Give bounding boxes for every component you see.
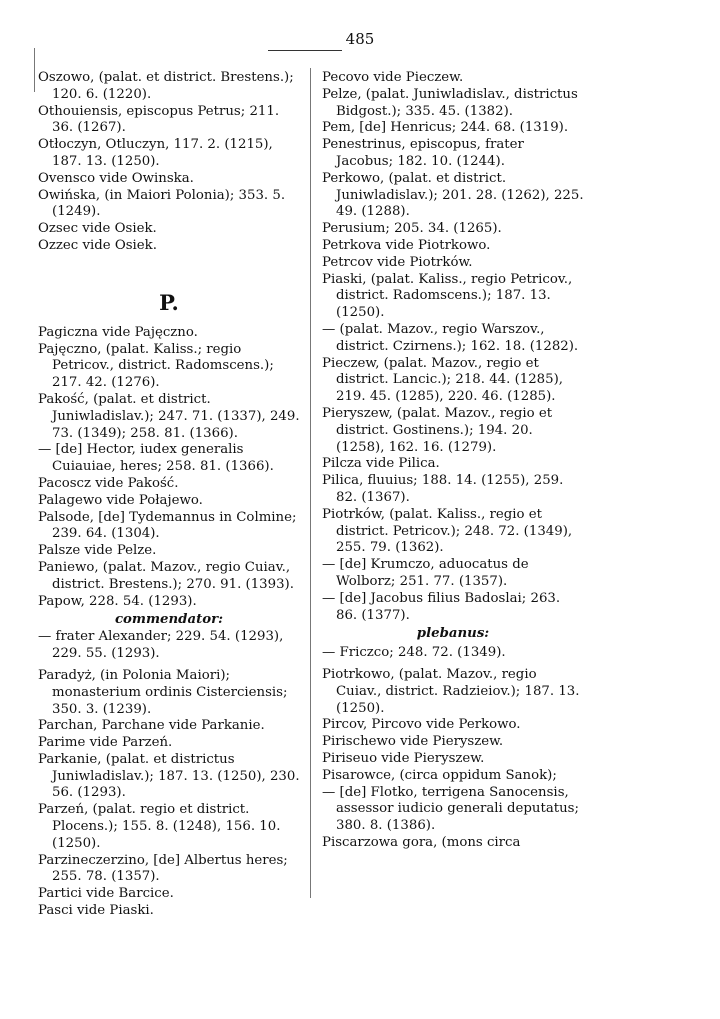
index-entry: Parchan, Parchane vide Parkanie.: [38, 718, 265, 734]
subhead-plebanus: plebanus:: [416, 626, 490, 642]
index-entry: Pilcza vide Pilica.: [322, 456, 440, 472]
subhead-commendator: commendator:: [114, 612, 224, 628]
index-entry: — [de] Jacobus filius Badoslai; 263. 86. (1377).: [322, 590, 561, 623]
right-entries-top: [322, 70, 584, 624]
index-entry: Piotrkowo, (palat. Mazov., regio Cuiav., district. Radzieiov.); 187. 13. (1250).: [322, 667, 580, 716]
index-entry: — [de] Flotko, terrigena Sanocensis, assessor iudicio generali deputatus; 380. 8. (1386).: [322, 784, 579, 834]
index-entry: Papow, 228. 54. (1293).: [38, 593, 197, 609]
index-entry: Pelze, (palat. Juniwladislav., districtus Bidgost.); 335. 45. (1382).: [322, 86, 578, 119]
index-entry: Paniewo, (palat. Mazov., regio Cuiav., district. Brestens.); 270. 91. (1393).: [38, 559, 294, 592]
margin-mark: [34, 48, 35, 92]
index-entry: Penestrinus, episcopus, frater Jacobus; 182. 10. (1244).: [322, 137, 524, 169]
index-entry: Palsode, [de] Tydemannus in Colmine; 239. 64. (1304).: [38, 509, 297, 542]
index-entry: Pakość, (palat. et district. Juniwladislav.); 247. 71. (1337), 249. 73. (1349); 258. 81. (1366).: [38, 391, 300, 441]
index-entry: Pagiczna vide Pajęczno.: [38, 324, 198, 340]
index-entry: Ovensco vide Owinska.: [38, 170, 194, 186]
index-entry: — [de] Hector, iudex generalis Cuiauiae, heres; 258. 81. (1366).: [38, 442, 274, 475]
index-entry: Parzineczerzino, [de] Albertus heres; 255. 78. (1357).: [38, 852, 288, 885]
left-entries-top: [38, 70, 300, 255]
right-entries-plebanus: [322, 645, 584, 662]
index-entry: Piscarzowa gora, (mons circa: [322, 835, 521, 851]
section-letter-p: P.: [159, 289, 179, 315]
column-divider: [310, 68, 311, 898]
index-entry: Piotrków, (palat. Kaliss., regio et district. Petricov.); 248. 72. (1349), 255. 79. (1362).: [322, 506, 573, 556]
index-entry: Pisarowce, (circa oppidum Sanok);: [322, 767, 557, 783]
index-entry: Perusium; 205. 34. (1265).: [322, 221, 502, 237]
left-column: [38, 70, 300, 920]
index-entry: Petrkova vide Piotrkowo.: [322, 237, 491, 253]
index-entry: Piaski, (palat. Kaliss., regio Petricov., district. Radomscens.); 187. 13. (1250).: [322, 271, 573, 321]
index-entry: Pem, [de] Henricus; 244. 68. (1319).: [322, 120, 569, 136]
index-entry: Pajęczno, (palat. Kaliss.; regio Petricov., district. Radomscens.); 217. 42. (1276).: [38, 341, 274, 391]
index-entry: Palsze vide Pelze.: [38, 543, 157, 559]
index-entry: Partici vide Barcice.: [38, 886, 174, 902]
index-entry: Pilica, fluuius; 188. 14. (1255), 259. 82. (1367).: [322, 473, 564, 505]
index-entry: Owińska, (in Maiori Polonia); 353. 5. (1249).: [38, 187, 286, 220]
index-entry: Pasci vide Piaski.: [38, 903, 154, 919]
index-entry: Oszowo, (palat. et district. Brestens.); 120. 6. (1220).: [38, 70, 294, 102]
index-entry: Othouiensis, episcopus Petrus; 211. 36. (1267).: [38, 103, 280, 136]
index-entry: Pircov, Pircovo vide Perkowo.: [322, 717, 521, 733]
index-entry: Parime vide Parzeń.: [38, 735, 173, 751]
index-entry: Otłoczyn, Otluczyn, 117. 2. (1215), 187. 13. (1250).: [38, 137, 273, 169]
index-entry: Ozsec vide Osiek.: [38, 221, 157, 237]
index-entry: Paradyż, (in Polonia Maiori); monasterium ordinis Cisterciensis; 350. 3. (1239).: [38, 667, 288, 717]
left-entries-rest: [38, 668, 300, 920]
index-entry: Palagewo vide Połajewo.: [38, 492, 203, 508]
index-entry: — Friczco; 248. 72. (1349).: [322, 645, 506, 661]
header-rule: [268, 50, 342, 51]
index-entry: Petrcov vide Piotrków.: [322, 254, 473, 270]
index-entry: — [de] Krumczo, aduocatus de Wolborz; 251. 77. (1357).: [322, 557, 529, 589]
left-entries-papow: [38, 629, 300, 663]
index-entry: Pieryszew, (palat. Mazov., regio et district. Gostinens.); 194. 20. (1258), 162. 16. (1279).: [322, 405, 553, 455]
index-entry: Pieczew, (palat. Mazov., regio et district. Lancic.); 218. 44. (1285), 219. 45. (1285), 220. 46. (1285).: [322, 355, 564, 405]
right-column: [322, 70, 584, 852]
left-entries-p: [38, 325, 300, 611]
index-entry: — frater Alexander; 229. 54. (1293), 229. 55. (1293).: [38, 629, 284, 662]
index-entry: Piriseuo vide Pieryszew.: [322, 751, 485, 767]
index-entry: — (palat. Mazov., regio Warszov., district. Czirnens.); 162. 18. (1282).: [322, 321, 579, 354]
index-entry: Perkowo, (palat. et district. Juniwladislav.); 201. 28. (1262), 225. 49. (1288).: [322, 170, 584, 220]
page-number: 485: [345, 30, 375, 48]
index-entry: Pirischewo vide Pieryszew.: [322, 734, 504, 750]
index-entry: Parkanie, (palat. et districtus Juniwladislav.); 187. 13. (1250), 230. 56. (1293).: [38, 751, 300, 801]
right-entries-rest: [322, 667, 584, 852]
index-entry: Ozzec vide Osiek.: [38, 237, 157, 253]
index-entry: Parzeń, (palat. regio et district. Plocens.); 155. 8. (1248), 156. 10. (1250).: [38, 802, 281, 851]
index-entry: Pecovo vide Pieczew.: [322, 70, 464, 85]
index-entry: Pacoscz vide Pakość.: [38, 475, 179, 491]
